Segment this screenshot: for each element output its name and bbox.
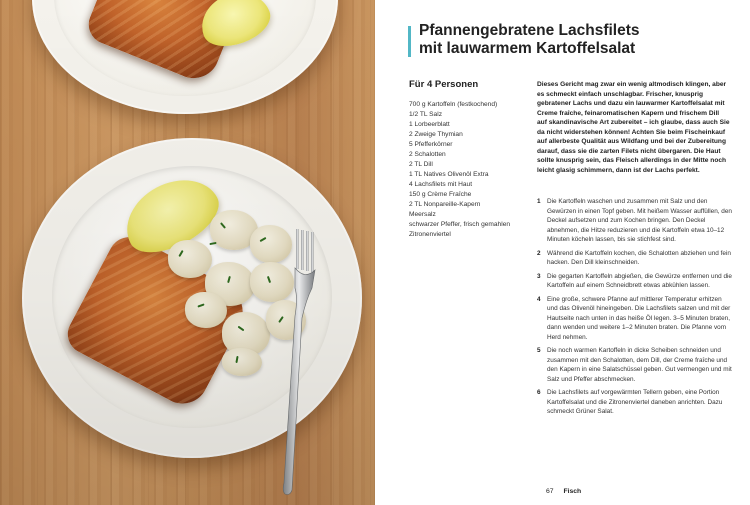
top-plate [32, 0, 338, 114]
ingredient-item: 2 TL Nonpareille-Kapern [409, 201, 481, 208]
top-salmon-fillet [83, 0, 243, 86]
step-item [537, 346, 733, 384]
page-number: 67 [546, 488, 554, 495]
ingredient-item: 2 TL Dill [409, 161, 433, 168]
ingredient-list [409, 100, 531, 240]
lemon-wedge [113, 165, 229, 266]
title-accent-bar [408, 26, 411, 57]
main-plate [22, 138, 362, 458]
section-name: Fisch [563, 488, 582, 495]
ingredient-item: 2 Zweige Thymian [409, 131, 463, 138]
ingredient-item: 700 g Kartoffeln (festkochend) [409, 101, 498, 108]
top-lemon-wedge [194, 0, 277, 54]
fork-icon [268, 228, 318, 498]
title-line-2: mit lauwarmem Kartoffelsalat [419, 39, 636, 57]
instruction-steps [537, 197, 733, 421]
ingredient-item: 2 Schalotten [409, 151, 446, 158]
ingredient-item: 1 Lorbeerblatt [409, 121, 450, 128]
step-item [537, 249, 733, 268]
step-item [537, 295, 733, 343]
step-text: Die gegarten Kartoffeln abgießen, die Gewürze entfernen und die Kartoffeln auf einem Schneidbrett etwas abkühlen lassen. [547, 272, 732, 289]
recipe-page [375, 0, 750, 505]
recipe-title [419, 22, 719, 57]
step-number: 1 [537, 198, 541, 205]
step-number: 5 [537, 347, 541, 354]
title-line-1: Pfannengebratene Lachsfilets [419, 22, 640, 39]
ingredient-item: 1/2 TL Salz [409, 111, 442, 118]
step-text: Die Kartoffeln waschen und zusammen mit Salz und den Gewürzen in einen Topf geben. Mit heißem Wasser auffüllen, den Deckel aufsetzen und zum Kochen bringen. Den Deckel abnehmen, die Hitze reduzieren und die Kartoffeln etwa 10–12 Minuten köcheln lassen, bis sie stichfest sind. [547, 198, 732, 243]
ingredient-item: 1 TL Natives Olivenöl Extra [409, 171, 489, 178]
recipe-intro: Dieses Gericht mag zwar ein wenig altmodisch klingen, aber es schmeckt einfach unschlagbar. Frischer, knusprig gebratener Lachs und dazu ein lauwarmer Kartoffelsalat mit Creme fraîche, feinaromatischen Kapern und frischem Dill auf skandinavische Art zubereitet – ich glaube, dass auch Sie da nicht widerstehen können! Achten Sie beim Fischeinkauf auf allerbeste Qualität aus Wildfang und bei der Zubereitung darauf, dass sie die zarten Filets nicht übergaren. Die Haut sollte knusprig sein, das Fleisch allerdings in der Mitte noch leicht glasig schimmern, dann ist der Lachs perfekt. [537, 81, 730, 174]
step-item [537, 388, 733, 417]
ingredient-item: 5 Pfefferkörner [409, 141, 453, 148]
page-footer [546, 488, 581, 495]
step-item [537, 272, 733, 291]
step-number: 6 [537, 389, 541, 396]
servings-heading: Für 4 Personen [409, 79, 479, 90]
ingredient-item: schwarzer Pfeffer, frisch gemahlen [409, 221, 511, 228]
step-text: Eine große, schwere Pfanne auf mittlerer Temperatur erhitzen und das Olivenöl hineingeben. Die Lachsfilets salzen und mit der Hautseite nach unten in das heiße Öl legen. 3–5 Minuten braten, dann wenden und weitere 1–2 Minuten braten. Die Pfanne vom Herd nehmen. [547, 295, 731, 341]
step-number: 2 [537, 249, 541, 257]
step-text: Während die Kartoffeln kochen, die Schalotten abziehen und fein hacken. Den Dill kleinschneiden. [547, 249, 731, 266]
step-number: 3 [537, 272, 541, 280]
ingredient-item: Meersalz [409, 211, 436, 218]
step-text: Die noch warmen Kartoffeln in dicke Scheiben schneiden und zusammen mit den Schalotten, dem Dill, der Creme fraîche und den Kapern in eine Salatschüssel geben. Gut vermengen und mit Salz und Pfeffer abschmecken. [547, 347, 732, 383]
ingredient-item: 150 g Crème Fraîche [409, 191, 472, 198]
step-number: 4 [537, 295, 541, 303]
step-item [537, 197, 733, 245]
step-text: Die Lachsfilets auf vorgewärmten Tellern geben, eine Portion Kartoffelsalat und die Zitronenviertel daneben anrichten. Dazu schmeckt Grüner Salat. [547, 389, 723, 415]
ingredient-item: Zitronenviertel [409, 231, 451, 238]
ingredient-item: 4 Lachsfilets mit Haut [409, 181, 473, 188]
salmon-fillet [61, 229, 254, 412]
